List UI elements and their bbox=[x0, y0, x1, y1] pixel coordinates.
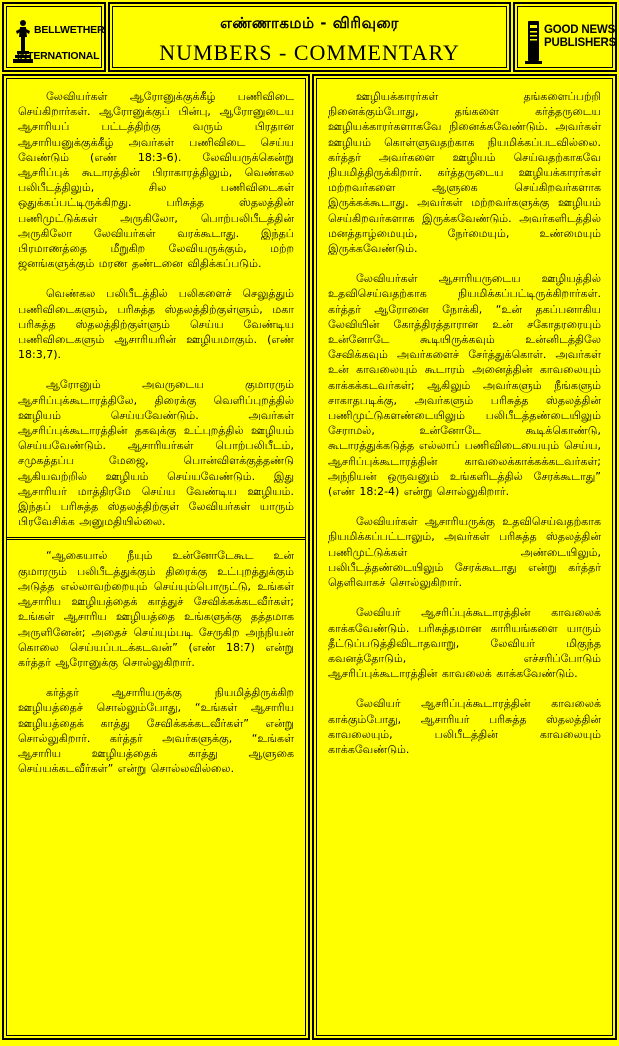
left-paragraph-2: வெண்கல பலிபீடத்தில் பலிகளைச் செலுத்தும் பணிவிடைகளும், பரிசுத்த ஸ்தலத்திற்குள்ளும், மகா பரிசுத்த ஸ்தலத்திற்குள்ளும் செய்ய வேண்டிய பணிவிடைகளும் ஆசாரியரின் ஊழியமாகும். (எண் 18:3,7). bbox=[18, 287, 294, 362]
right-paragraph-1: ஊழியக்காரர்கள் தங்களைப்பற்றி நினைக்கும்போது, தங்களை கர்த்தருடைய ஊழியக்காரர்களாகவே நினைக்கவேண்டும். அவர்கள் ஊழியம் கொள்ளுவதற்காக நியமிக்கப்படவில்லை. கர்த்தர் அவர்களை ஊழியம் செய்வதற்காகவே நியமித்திருக்கிறார். கர்த்தருடைய ஊழியக்காரர்கள் மற்றவர்களை ஆளுகை செய்கிறவர்களாக இருக்கக்கூடாது. அவர்கள் மற்றவர்களுக்கு ஊழியம் செய்கிறவர்களாக இருக்கவேண்டும். அவர்களிடத்தில் மனத்தாழ்மையும், நேர்மையும், உண்மையும் இருக்கவேண்டும். bbox=[328, 90, 601, 256]
body bbox=[2, 74, 617, 1042]
left-paragraph-3: ஆரோனும் அவருடைய குமாரரும் ஆசரிப்புக்கூடாரத்திலே, திரைக்கு வெளிப்புறத்தில் ஊழியம் செய்யவேண்டும். அவர்கள் ஆசரிப்புக்கூடாரத்தின் தகவுக்கு உட்புறத்தில் ஊழியம் செய்யவேண்டும். ஆசாரியர்கள் பொற்பலிபீடம், சமுகத்தப்ப மேஜை, பொன்விளக்குத்தண்டு ஆகியவற்றில் ஊழியம் செய்யவேண்டும். இது ஆசாரியர் மாத்திரமே செய்ய வேண்டிய ஊழியம். இந்தப் பரிசுத்த ஸ்தலத்திற்குள் லேவியர்கள் யாரும் பிரவேசிக்க அனுமதியில்லை. bbox=[18, 378, 294, 529]
left-paragraph-4: “ஆகையால் நீயும் உன்னோடேகூட உன் குமாரரும் பலிபீடத்துக்கும் திரைக்கு உட்புறத்துக்கும் அடுத்த எல்லாவற்றையும் செய்யும்பொருட்டு, உங்கள் ஆசாரிய ஊழியத்தைக் காத்துச் சேவிக்கக்கடவீர்கள்; உங்கள் ஆசாரிய ஊழியத்தை உங்களுக்கு தத்தமாக அருளினேன்; அதைச் செய்யும்படி சேருகிற அந்நியன் கொலை செய்யப்படக்கடவன்” (எண் 18:7) என்று கர்த்தர் ஆரோனுக்கு சொல்லுகிறார். bbox=[18, 549, 294, 669]
title-tamil: எண்ணாகமம் - விரிவுரை bbox=[220, 14, 399, 32]
title-box bbox=[108, 2, 511, 72]
right-paragraph-2: லேவியர்கள் ஆசாரியருடைய ஊழியத்தில் உதவிசெய்வதற்காக நியமிக்கப்பட்டிருக்கிறார்கள். கர்த்தர் ஆரோனை நோக்கி, “உன் தகப்பனாகிய லேவியின் கோத்திரத்தாரான உன் சகோதரரையும் உன்னோடே கூடியிருக்கவும் உன்னிடத்திலே சேவிக்கவும் அவர்களைச் சேர்த்துக்கொள். அவர்கள் உன் காவலையும் கூடாரம் அனைத்தின் காவலையும் காக்கக்கடவர்கள்; ஆகிலும் அவர்களும் நீங்களும் சாகாதபடிக்கு, அவர்களும் பரிசுத்த ஸ்தலத்தின் பணிமுட்டுகளண்டையிலும் பலிபீடத்தண்டையிலும் சேராமல், உன்னோடே கூடிக்கொண்டு, கூடாரத்துக்கடுத்த எல்லாப் பணிவிடையையும் செய்ய, ஆசரிப்புக்கூடாரத்தின் காவலைக்காக்கக்கடவர்கள்; அந்நியன் ஒருவனும் உங்களிடத்தில் சேரக்கூடாது” (எண் 18:2-4) என்று சொல்லுகிறார். bbox=[328, 272, 601, 499]
left-column bbox=[2, 74, 310, 1040]
header bbox=[2, 2, 617, 76]
right-paragraph-3: லேவியர்கள் ஆசாரியருக்கு உதவிசெய்வதற்காக நியமிக்கப்பட்டாலும், அவர்கள் பரிசுத்த ஸ்தலத்தின் பணிமுட்டுக்கள் அண்டையிலும், பலிபீடத்தண்டையிலும் சேரக்கூடாது என்று கர்த்தர் தெளிவாகச் சொல்லுகிறார். bbox=[328, 515, 601, 590]
left-paragraph-1: லேவியர்கள் ஆரோனுக்குக்கீழ் பணிவிடை செய்கிறார்கள். ஆரோனுக்குப் பின்பு, ஆரோனுடைய ஆசாரியப் பட்டத்திற்கு வரும் பிரதான ஆசாரியனுக்குக்கீழ் அவர்கள் பணிவிடை செய்ய வேண்டும் (எண் 18:3-6). லேவியருக்கென்று ஆசரிப்புக் கூடாரத்தின் பிராகாரத்திலும், வெண்கல பலிபீடத்திலும், சில பணிவிடைகள் ஒதுக்கப்பட்டிருக்கிறது. பரிசுத்த ஸ்தலத்தின் பணிமுட்டுக்கள் அருகிலோ, பொற்பலிபீடத்தின் அருகிலோ லேவியர்கள் வரக்கூடாது. இந்தப் பிரமாணத்தை மீறுகிற லேவியருக்கும், மற்ற ஜனங்களுக்கும் மரண தண்டனை விதிக்கப்படும். bbox=[18, 90, 294, 271]
title-english: NUMBERS - COMMENTARY bbox=[159, 40, 460, 65]
left-logo-box bbox=[2, 2, 106, 72]
page bbox=[2, 2, 617, 1042]
right-column bbox=[312, 74, 617, 1040]
right-logo-box bbox=[513, 2, 617, 72]
left-paragraph-5: கர்த்தர் ஆசாரியருக்கு நியமித்திருக்கிற ஊழியத்தைச் சொல்லும்போது, “உங்கள் ஆசாரிய ஊழியத்தைக் காத்து சேவிக்கக்கடவீர்கள்” என்று சொல்லுகிறார். கர்த்தர் அவர்களுக்கு, “உங்கள் ஆசாரிய ஊழியத்தைக் காத்து ஆளுகை செய்யக்கடவீர்கள்” என்று சொல்லவில்லை. bbox=[18, 686, 294, 776]
right-logo-line2: PUBLISHERS bbox=[544, 37, 617, 49]
left-logo-line1: BELLWETHER bbox=[34, 24, 105, 36]
left-logo-line2: INTERNATIONAL bbox=[17, 50, 100, 62]
right-logo-line1: GOOD NEWS bbox=[544, 24, 616, 36]
right-paragraph-4: லேவியர் ஆசரிப்புக்கூடாரத்தின் காவலைக் காக்கவேண்டும். பரிசுத்தமான காரியங்களை யாரும் தீட்டுப்படுத்திவிடாதவாறு, லேவியர் மிகுந்த கவனத்தோடும், எச்சரிப்போடும் ஆசரிப்புக்கூடாரத்தின் காவலைக் காக்கவேண்டும். bbox=[328, 606, 601, 681]
right-paragraph-5: லேவியர் ஆசரிப்புக்கூடாரத்தின் காவலைக் காக்கும்போது, ஆசாரியர் பரிசுத்த ஸ்தலத்தின் காவலையும், பலிபீடத்தின் காவலையும் காக்கவேண்டும். bbox=[328, 697, 601, 756]
column-divider-line bbox=[7, 537, 305, 540]
